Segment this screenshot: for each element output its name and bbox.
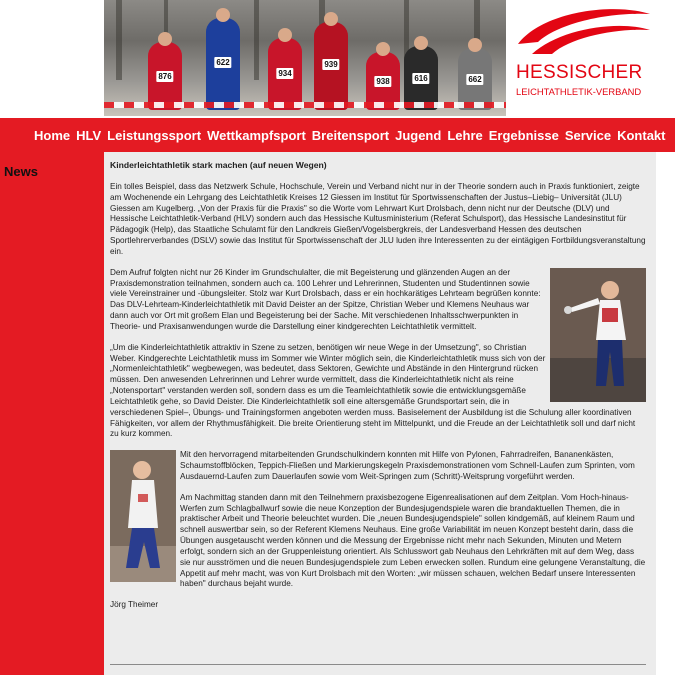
logo-subtitle: LEICHTATHLETIK-VERBAND <box>516 86 642 97</box>
nav-item-leistungssport[interactable]: Leistungssport <box>107 127 202 143</box>
nav-item-kontakt[interactable]: Kontakt <box>617 127 666 143</box>
hlv-logo[interactable] <box>512 0 652 116</box>
barrier-tape <box>104 102 506 108</box>
nav-item-ergebnisse[interactable]: Ergebnisse <box>488 127 559 143</box>
runner <box>206 18 240 110</box>
nav-item-service[interactable]: Service <box>564 127 612 143</box>
sidebar <box>0 152 104 675</box>
tree-decoration <box>254 0 259 80</box>
bib-number: 622 <box>216 57 230 67</box>
header-photo-runners <box>104 0 506 116</box>
article <box>110 160 646 621</box>
main-navigation <box>0 118 675 152</box>
nav-item-breitensport[interactable]: Breitensport <box>311 127 390 143</box>
bib-number: 662 <box>468 75 482 85</box>
runner <box>314 22 348 110</box>
logo-title: HESSISCHER <box>516 62 643 83</box>
bib-number: 934 <box>278 69 292 79</box>
runner <box>458 48 492 110</box>
article-title: Kinderleichtathletik stark machen (auf neuen Wegen) <box>110 160 327 170</box>
nav-item-lehre[interactable]: Lehre <box>447 127 483 143</box>
bib-number: 938 <box>376 77 390 87</box>
bib-number: 939 <box>324 59 338 69</box>
bib-number: 876 <box>158 71 172 81</box>
article-author: Jörg Theimer <box>110 600 159 610</box>
article-paragraph: Ein tolles Beispiel, dass das Netzwerk Schule, Hochschule, Verein und Verband nicht nur in der Theorie sondern auch in Praxis funktioniert, zeigte am Wochenende ein Lehrgang des Leichtathletik Kreises 12 Giessen im Institut für Sportwissenschaften der Justus–Liebig– Universität (JLU) Giessen am Kugelberg. „Von der Praxis für die Praxis" so die Worte vom Lehrwart Kurt Drolsbach, denn nicht nur der Deutsche (DLV) und Hessische Leichtathletik-Verband (HLV) sondern auch das Hessische Kultusministerium (Referat Schulsport), das Hessische Landesinstitut für Pädagogik (Help), das Staatliche Schulamt für den Landkreis Gießen/Vogelsbergkreis, der Landesverband Hessen des deutschen Sportlehrerverbandes (DSLV) sowie das Institut für Sportwissenschaft der JLU luden ihre Interessenten zu der eintägigen Fortbildungsveranstaltung ein. <box>110 182 646 256</box>
nav-item-home[interactable]: Home <box>34 127 71 143</box>
nav-item-jugend[interactable]: Jugend <box>395 127 442 143</box>
bib-number: 616 <box>414 73 428 83</box>
photo-girl-running <box>110 450 176 582</box>
main-content <box>104 152 656 675</box>
article-paragraph: Am Nachmittag standen dann mit den Teilnehmern praxisbezogene Eigenrealisationen auf dem Zeitplan. Vom Hoch-hinaus-Werfen zum Schlagballwurf sowie die neue Konzeption der Bundesjugendspiele waren die brandaktuellen Themen, die in praktischer Arbeit und Theorie beleuchtet wurden. Die „neuen Bundesjugendspiele" sollen kindgemäß, auf kleinem Raum und schnell auswertbar sein, so der Referent Klemens Neuhaus. Eine große Variabilität im neuen Konzept besteht darin, dass die Übungen ausgetauscht werden können und die Messung der Ergebnisse nicht mehr nach Sekunden, Minuten und Metern erfolgt, sondern sich an der Gruppenleistung orientiert. Als Schlusswort gab Neuhaus den Lehrkräften mit auf dem Weg, dass sie nur ausströmen und die neuen Bundesjugendspiele zum Leben erwecken sollen. Rundum eine gelungene Veranstaltung, die Appetit auf mehr macht, was von Kurt Drolsbach mit den Worten: „wir müssen schauen, welchen Bedarf unsere Interessenten haben" durchaus bejaht wurde. <box>180 492 646 589</box>
article-paragraph: Mit den hervorragend mitarbeitenden Grundschulkindern konnten mit Hilfe von Pylonen, Fahrradreifen, Bananenkästen, Schaumstoffblöcken, Teppich-Fließen und Markierungskegeln Praxisdemonstrationen vom Schnell-Laufen zum Sprinten, vom Ausdauernd-Laufen zum Dauerlaufen sowie vom Weit-Springen zum (Schritt)-Weitsprung vorgeführt werden. <box>180 450 635 481</box>
nav-list <box>34 128 671 143</box>
nav-item-hlv[interactable]: HLV <box>76 127 102 143</box>
article-paragraph: „Um die Kinderleichtathletik attraktiv in Szene zu setzen, benötigen wir neue Wege in der Umsetzung", so Christian Weber. Kindgerechte Leichtathletik muss im Sommer wie Winter möglich sein, die Kinderleichtathletik muss sich von der „Normenleichtathletik" wegbewegen, was bedeutet, dass Sektoren, Gewichte und Abstände in den Hintergrund rücken müssen. Den anwesenden Lehrerinnen und Lehrer wurde vermittelt, dass die Kinderleichtathletik nicht als reine „Notensportart" verstanden werden soll, sondern dass es um die Teamleichtathletik sowie die entwicklungsgemäße Leichtathletik gehe, so David Deister. Die Kinderleichtathletik soll eine altersgemäße Grundsportart sein, die in verschiedenen Spiel–, Übungs- und Trainingsformen angeboten werden muss. Basiselement der Ausbildung ist die Schulung aller koordinativen Fähigkeiten, vor allem der Rhythmusfähigkeit. Die breite Orientierung steht im Mittelpunkt, und die Freude an der Leichtathletik soll und darf nicht zu kurz kommen. <box>110 342 636 439</box>
runner <box>148 42 182 110</box>
nav-item-wettkampfsport[interactable]: Wettkampfsport <box>207 127 306 143</box>
page-margin <box>656 152 675 675</box>
logo-swoosh-icon <box>512 4 652 60</box>
content-divider <box>110 664 646 665</box>
site-header <box>0 0 675 118</box>
sidebar-section-title[interactable]: News <box>4 164 38 179</box>
tree-decoration <box>116 0 122 80</box>
runner <box>268 38 302 110</box>
article-paragraph: Dem Aufruf folgten nicht nur 26 Kinder im Grundschulalter, die mit Begeisterung und glänzenden Augen an der Praxisdemonstration teilnahmen, sondern auch ca. 100 Lehrer und Lehrerinnen, Studenten und Studentinnen sowie viele Vereinstrainer und -übungsleiter. Stolz war Kurt Drolsbach, dass er ein hochkarätiges Lehrteam begrüßen konnte: Das DLV-Lehrteam-Kinderleichtathletik mit David Deister an der Spitze, Christian Weber und Klemens Neuhaus war dann auch vor Ort mit großem Elan und Begeisterung bei der Sache. Mit verschiedenen Inhaltsschwerpunkten in Theorie- und Praxisanwendungen wurde die Darstellung einer kindgerechten Leichtathletik vermittelt. <box>110 267 541 331</box>
photo-boy-throwing <box>550 268 646 402</box>
runner <box>404 46 438 110</box>
